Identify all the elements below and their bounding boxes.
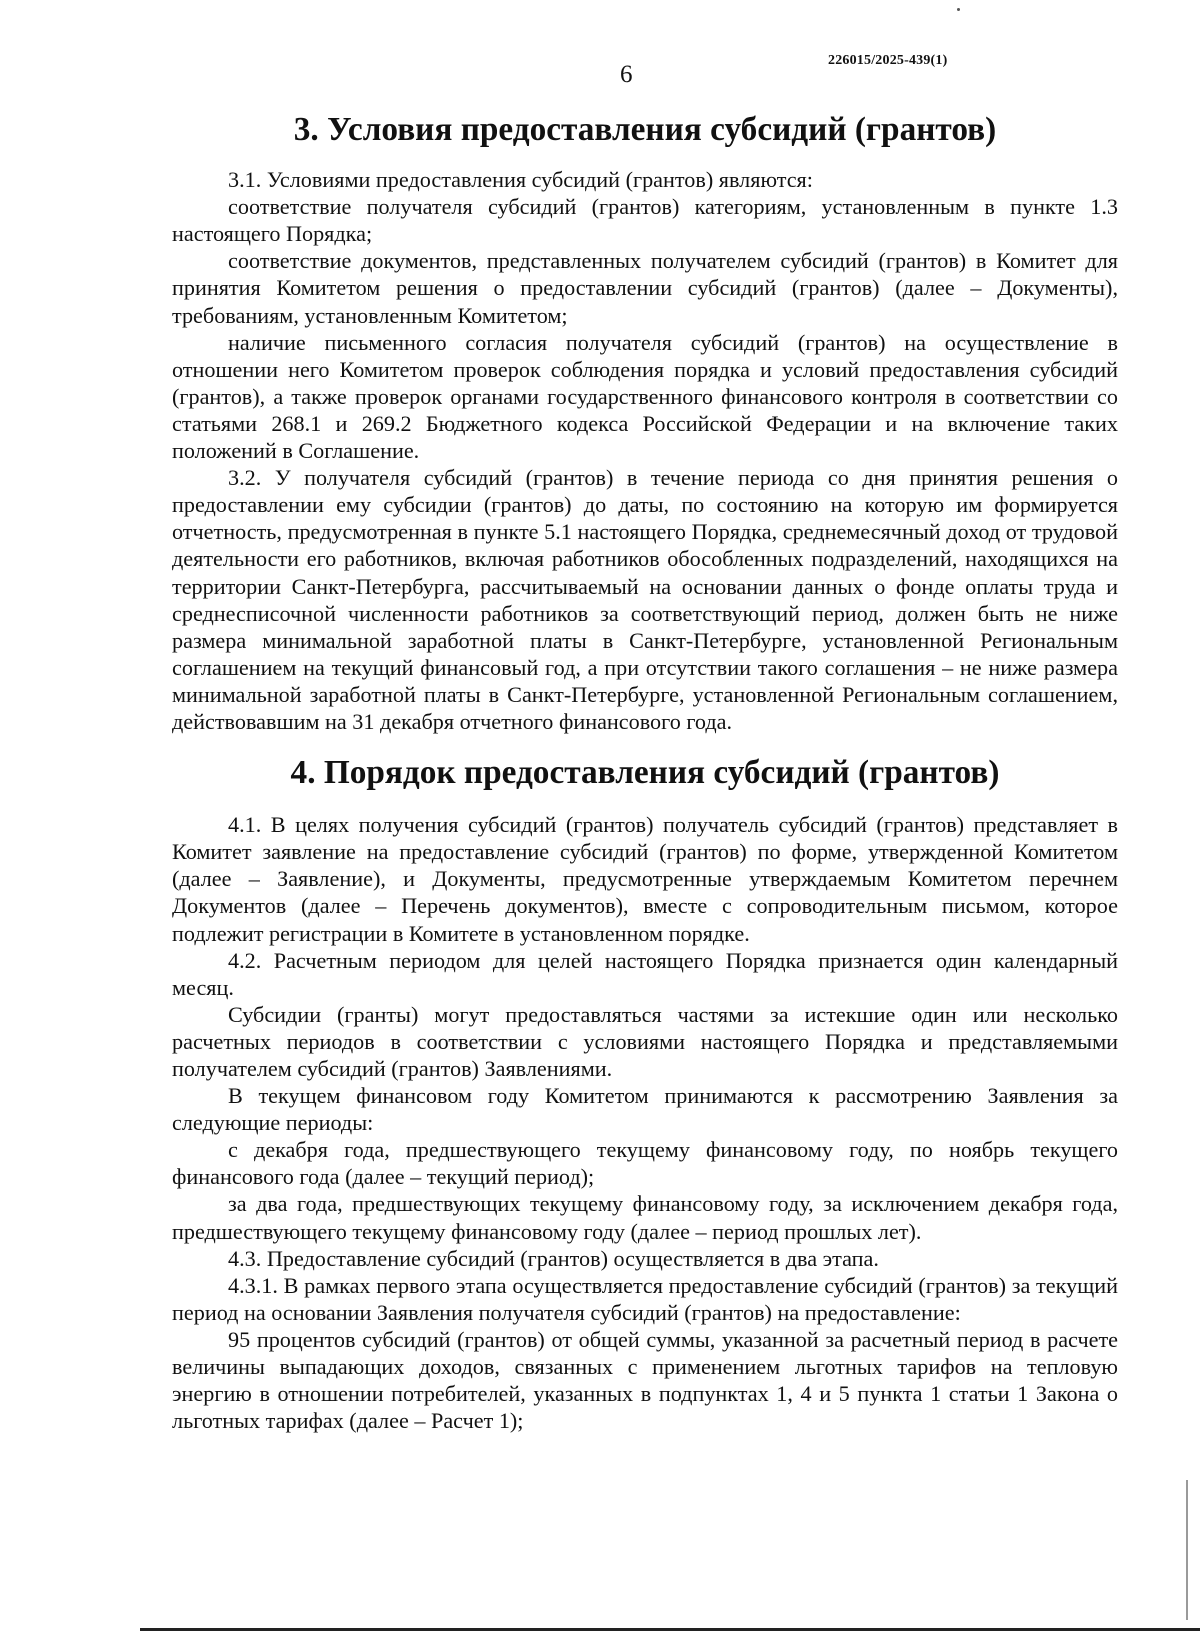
paragraph-3-2: 3.2. У получателя субсидий (грантов) в течение периода со дня принятия решения о предоставлении ему субсидии (грантов) до даты, по состоянию на которую им формируется отчетность, предусмотренная в пункте 5.1 настоящего Порядка, среднемесячный доход от трудовой деятельности его работников, включая работников обособленных подразделений, находящихся на территории Санкт-Петербурга, рассчитываемый на основании данных о фонде оплаты труда и среднесписочной численности работников за соответствующий период, должен быть не ниже размера минимальной заработной платы в Санкт-Петербурге, установленной Региональным соглашением на текущий финансовый год, а при отсутствии такого соглашения – не ниже размера минимальной заработной платы в Санкт-Петербурге, установленной Региональным соглашением, действовавшим на 31 декабря отчетного финансового года. bbox=[172, 465, 1118, 734]
paragraph-4-1: 4.1. В целях получения субсидий (грантов) получатель субсидий (грантов) представляет в Комитет заявление на предоставление субсидий (грантов) по форме, утвержденной Комитетом (далее – Заявление), и Документы, предусмотренные утверждаемым Комитетом перечнем Документов (далее – Перечень документов), вместе с сопроводительным письмом, которое подлежит регистрации в Комитете в установленном порядке. bbox=[172, 812, 1118, 946]
paragraph-4-2-current-period: с декабря года, предшествующего текущему финансовому году, по ноябрь текущего финансового года (далее – текущий период); bbox=[172, 1137, 1118, 1190]
paragraph-3-1-item-2: соответствие документов, представленных получателем субсидий (грантов) в Комитет для принятия Комитетом решения о предоставлении субсидий (грантов) (далее – Документы), требованиям, установленным Комитетом; bbox=[172, 248, 1118, 328]
page-number: 6 bbox=[620, 61, 633, 88]
document-body bbox=[172, 111, 1118, 1434]
section-3-heading: 3. Условия предоставления субсидий (грантов) bbox=[293, 111, 997, 148]
paragraph-3-1: 3.1. Условиями предоставления субсидий (грантов) являются: bbox=[228, 167, 813, 193]
paragraph-3-1-item-1: соответствие получателя субсидий (грантов) категориям, установленным в пункте 1.3 настоящего Порядка; bbox=[172, 194, 1118, 247]
paragraph-3-1-item-3: наличие письменного согласия получателя субсидий (грантов) на осуществление в отношении него Комитетом проверок соблюдения порядка и условий предоставления субсидий (грантов), а также проверок органами государственного финансового контроля в соответствии со статьями 268.1 и 269.2 Бюджетного кодекса Российской Федерации и на включение таких положений в Соглашение. bbox=[172, 329, 1118, 464]
scan-speck bbox=[957, 8, 960, 11]
paragraph-4-2-parts: Субсидии (гранты) могут предоставляться частями за истекшие один или несколько расчетных периодов в соответствии с условиями настоящего Порядка и представляемыми получателем субсидий (грантов) Заявлениями. bbox=[172, 1001, 1118, 1081]
paragraph-4-2: 4.2. Расчетным периодом для целей настоящего Порядка признается один календарный месяц. bbox=[172, 947, 1118, 1000]
document-registration-number: 226015/2025-439(1) bbox=[828, 53, 948, 68]
paragraph-4-2-past-period: за два года, предшествующих текущему финансовому году, за исключением декабря года, предшествующего текущему финансовому году (далее – период прошлых лет). bbox=[172, 1191, 1118, 1244]
paragraph-4-2-periods: В текущем финансовом году Комитетом принимаются к рассмотрению Заявления за следующие периоды: bbox=[172, 1083, 1118, 1136]
paragraph-4-3: 4.3. Предоставление субсидий (грантов) осуществляется в два этапа. bbox=[228, 1245, 879, 1271]
scan-edge-right bbox=[1186, 1480, 1188, 1620]
paragraph-4-3-1-item-1: 95 процентов субсидий (грантов) от общей суммы, указанной за расчетный период в расчете величины выпадающих доходов, связанных с применением льготных тарифов на тепловую энергию в отношении потребителей, указанных в подпунктах 1, 4 и 5 пункта 1 статьи 1 Закона о льготных тарифах (далее – Расчет 1); bbox=[172, 1326, 1118, 1434]
paragraph-4-3-1: 4.3.1. В рамках первого этапа осуществляется предоставление субсидий (грантов) за текущий период на основании Заявления получателя субсидий (грантов) на предоставление: bbox=[172, 1272, 1118, 1325]
section-4-heading: 4. Порядок предоставления субсидий (грантов) bbox=[290, 754, 1000, 792]
